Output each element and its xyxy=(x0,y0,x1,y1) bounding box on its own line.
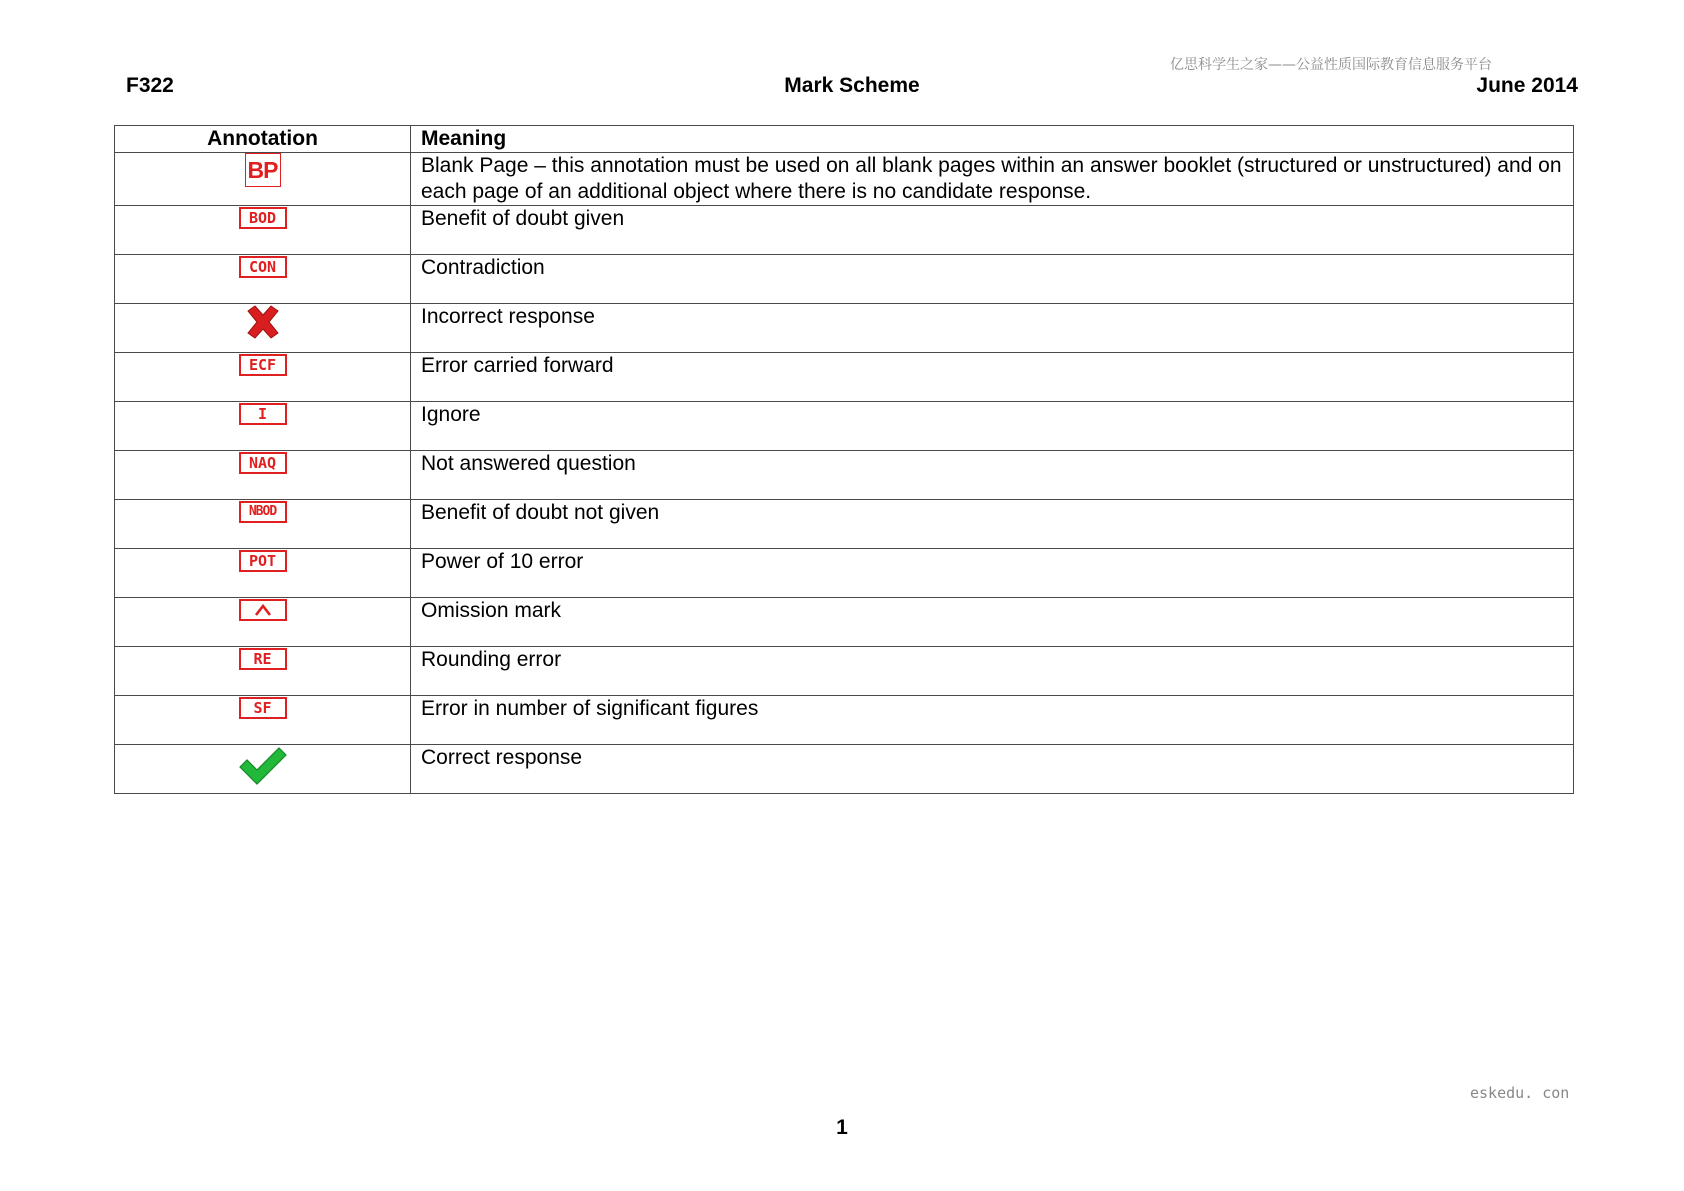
meaning-cell: Correct response xyxy=(411,745,1574,794)
bod-stamp-icon: BOD xyxy=(239,207,287,229)
bp-stamp-icon: BP xyxy=(245,153,281,187)
meaning-cell: Not answered question xyxy=(411,451,1574,500)
ecf-stamp-icon: ECF xyxy=(239,354,287,376)
pot-stamp-icon: POT xyxy=(239,550,287,572)
footer-site-watermark: eskedu. con xyxy=(1470,1084,1570,1102)
table-row xyxy=(115,500,1574,549)
table-row xyxy=(115,255,1574,304)
meaning-cell: Error in number of significant figures xyxy=(411,696,1574,745)
page-title: Mark Scheme xyxy=(784,74,920,97)
table-header-row xyxy=(115,126,1574,153)
ignore-stamp-icon: I xyxy=(239,403,287,425)
meaning-cell: Incorrect response xyxy=(411,304,1574,353)
meaning-cell: Power of 10 error xyxy=(411,549,1574,598)
meaning-cell: Blank Page – this annotation must be used on all blank pages within an answer booklet (structured or unstructured) and on each page of an additional object where there is no candidate response. xyxy=(411,153,1574,206)
header-annotation: Annotation xyxy=(115,126,411,153)
meaning-cell: Benefit of doubt given xyxy=(411,206,1574,255)
meaning-cell: Rounding error xyxy=(411,647,1574,696)
meaning-cell: Omission mark xyxy=(411,598,1574,647)
header-meaning: Meaning xyxy=(411,126,1574,153)
table-row xyxy=(115,451,1574,500)
annotation-table xyxy=(114,125,1574,794)
table-row xyxy=(115,549,1574,598)
table-row xyxy=(115,647,1574,696)
table-row xyxy=(115,402,1574,451)
sf-stamp-icon: SF xyxy=(239,697,287,719)
table-row xyxy=(115,206,1574,255)
naq-stamp-icon: NAQ xyxy=(239,452,287,474)
table-row xyxy=(115,745,1574,794)
meaning-cell: Contradiction xyxy=(411,255,1574,304)
meaning-cell: Ignore xyxy=(411,402,1574,451)
meaning-cell: Error carried forward xyxy=(411,353,1574,402)
nbod-stamp-icon: NBOD xyxy=(239,501,287,523)
page-number: 1 xyxy=(836,1116,848,1139)
watermark-top-text: 亿思科学生之家——公益性质国际教育信息服务平台 xyxy=(1170,57,1492,73)
table-row xyxy=(115,153,1574,206)
omission-stamp-icon xyxy=(239,599,287,621)
table-row xyxy=(115,598,1574,647)
tick-icon xyxy=(238,745,288,787)
exam-date: June 2014 xyxy=(1476,74,1578,97)
table-row xyxy=(115,304,1574,353)
cross-icon xyxy=(244,304,282,340)
paper-code: F322 xyxy=(126,74,174,97)
con-stamp-icon: CON xyxy=(239,256,287,278)
table-row xyxy=(115,353,1574,402)
table-row xyxy=(115,696,1574,745)
meaning-cell: Benefit of doubt not given xyxy=(411,500,1574,549)
page-header xyxy=(126,74,1578,102)
re-stamp-icon: RE xyxy=(239,648,287,670)
